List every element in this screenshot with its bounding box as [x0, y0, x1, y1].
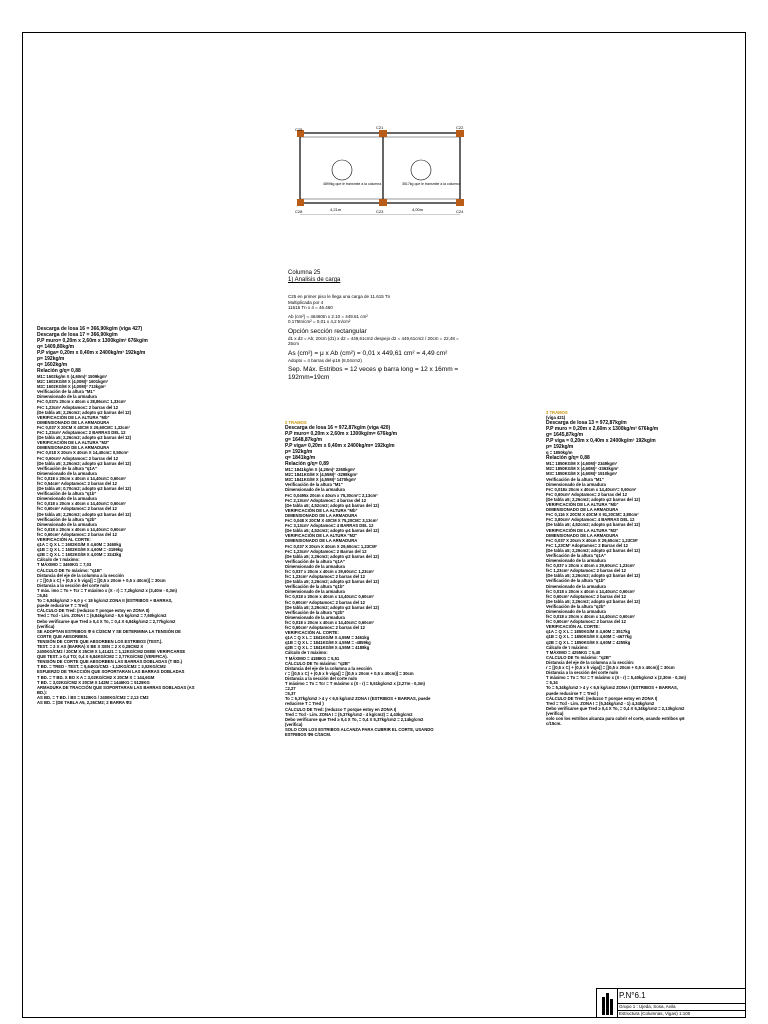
- label-c22: C22: [456, 125, 464, 130]
- calc-line: fe= 0,60cm² Adoptamos= 2 barras del 12: [37, 506, 117, 512]
- calc-line: q1A = Q X L = 1602KG/M X 4,60M = 3460kg: [37, 542, 122, 548]
- calc-line: puede reducirse T = Tred ): [546, 690, 599, 696]
- calc-line: Fe= 1,23cm² Adoptamos= 2 barras del 12: [37, 404, 119, 410]
- calc-line: DIMENSIONADO DE LA ARMADURA: [546, 507, 619, 513]
- label-c21: C21: [376, 125, 384, 130]
- calc-line: Verificación de la altura "M1": [37, 389, 95, 395]
- calc-line: AS BD. = T BD. / BS = 5128KG / 2400KG/CM2 = 2,13 CM2: [37, 694, 149, 700]
- calc-line: Tred = Tcd - Lim. ZONA I = (5,37kg/cm2 - 4 kg/cm2) = 4,43kg/cm2: [285, 711, 413, 717]
- calc-line: Cálculo de τ máximo:: [546, 644, 589, 650]
- calc-line: ARMADURA DE TRACCIÓN QUE SOPORTARAN LAS BARRAS DOBLADAS (AS: [37, 684, 195, 690]
- calc-line: (viga 421): [546, 415, 566, 421]
- note-3: 11615 Tn x 4 = 46.460: [288, 305, 333, 310]
- calc-line: Dimensionado de la armadura: [285, 589, 345, 595]
- calc-line: Verificación de la altura "q1A": [37, 465, 97, 471]
- calc-line: solo con los estribos alcanza para cubrir el corte, usando estribos φ6: [546, 715, 685, 721]
- calc-line: Verificación de la altura "M1": [546, 476, 604, 482]
- calc-line: M3= 1850KG/M X (4,60M)² 1510kgm²: [546, 471, 618, 477]
- calc-line: (De tabla a5; 0,70cm2; adopto φ2 barras del 12): [37, 486, 131, 492]
- calc-line: Fe= 0,048 X 20CM X 40CM X 75,20CM= 3,13cm²: [285, 518, 378, 524]
- left-calc-column: [37, 326, 277, 1011]
- calc-line: Fe= 0,037x 20cm x 40cm x 28,86cm= 1,33cm²: [37, 399, 126, 405]
- calc-line: Distancia del eje de la columna a la sección:: [546, 659, 635, 665]
- calc-line: (De tabla a5; 4,52cm2; adopto φ4 barras del 12): [285, 528, 379, 534]
- sheet-description: Estructura (Columnas, Vigas) 1:100: [619, 1011, 691, 1016]
- calc-line: VERIFICACIÓN DE LA ALTURA "Mb": [37, 414, 110, 420]
- calc-line: M2= 1850KG/M X (4,60M)² -3363kgm²: [546, 466, 619, 472]
- calc-line: TENSIÓN DE CORTE QUE ABSORBEN LOS ESTRIBOS (TEST.).: [37, 638, 163, 644]
- heading-title: Columna 25: [288, 270, 321, 276]
- label-c23: C23: [376, 209, 384, 214]
- calc-line: Debo verificarse que Tred ≥ 0,4 X To, = 0,4 X 6,84kg/cm2 = 2,77kg/cm2: [37, 618, 176, 624]
- calc-line: Fe= 3,13cm² Adoptamos= 4 BARRAS DEL 12: [285, 523, 374, 529]
- calc-line: (verifica): [285, 721, 303, 727]
- label-c28: C28: [295, 209, 303, 214]
- calc-line: CORTE QUE ABSORBEN.: [37, 633, 89, 639]
- calc-line: To = 5,37kg/cm2 > 4 y < 6,5 kg/cm2 ZONA I (ESTRIBOS + BARRAS, puede: [285, 696, 431, 702]
- calc-line: DIMENSIONADO DE LA ARMADURA: [285, 512, 358, 518]
- calc-line: ESTRIBOS Φ6 C/15CM.: [285, 731, 332, 737]
- calc-line: (De tabla a5; 2,26cm2; adopto φ2 barras del 12): [37, 511, 131, 517]
- calc-line: (De tabla a5; 2,26cm2; adopto φ2 barras del 12): [37, 460, 131, 466]
- calc-line: Verificación de la altura "q2b": [546, 603, 606, 609]
- calc-line: Descarga de losa 16 = 972,87kg/m (viga 420): [285, 425, 391, 432]
- calc-line: Verificación de la altura "q1A": [285, 558, 345, 564]
- calc-line: T MÁXIMO = 3460KG = 7,03: [37, 562, 92, 568]
- sheet-group: Grupo 1 : Ujeda, Sosa, Avila: [617, 1003, 745, 1011]
- calc-line: Fe= 0,60cm² Adoptamos= 2 barras del 12: [37, 455, 119, 461]
- calc-line: r = [(0,5 x C) + (0,5 x h viga)] = [(0,5 x 20cm + 0,5 x 40cm)] = 30cm: [285, 670, 414, 676]
- calc-line: q2B = Q X L = 1841KG/M X 4,55M = 4188kg: [285, 645, 370, 651]
- calc-line: =6,84: [37, 593, 48, 599]
- calc-line: M3= 1602KG/M X (4,00M)² 713kgm²: [37, 384, 106, 390]
- calc-line: M3= 1841KG/M X (4,55M)² 1470kgm²: [285, 477, 357, 483]
- calc-line: g= 1645,87kg/m: [546, 432, 584, 439]
- calc-line: q2B = Q X L = 1850KG/M X 4,60M = 4255kg: [546, 639, 631, 645]
- calc-line: = 5,34: [546, 680, 558, 686]
- calc-line: (verifica): [37, 623, 55, 629]
- label-c25: C25: [295, 127, 303, 132]
- calc-line: VERIFICACIÓN AL CORTE:: [37, 537, 91, 542]
- calc-line: Tred = Tcd - Lim. ZONA I = (5,34kg/cm2 - 1) 4,34kg/cm2: [546, 700, 655, 706]
- calc-line: T máximo = To = Tcr = T máximo x (X - r) = 5,40kg/cm2 x (2,30m - 0,3m): [546, 675, 686, 681]
- calc-line: SE ADOPTAN ESTRIBOS Φ 6 C/25CM Y SE DETERMINA LA TENSIÓN DE: [37, 628, 181, 634]
- calc-line: Cálculo de τ máximo:: [285, 650, 328, 656]
- calc-line: DIMENSIONADO DE LA ARMADURA: [546, 532, 619, 538]
- note-2: Multiplicada por 4: [288, 299, 324, 305]
- calc-line: Dimensionado de la armadura: [546, 481, 606, 487]
- calc-line: Relación g/q= 0,88: [546, 455, 590, 462]
- calc-line: fe= 0,60cm² Adoptamos= 2 barras del 12: [285, 625, 365, 630]
- calc-line: Descarga de losa 13 = 972,87kg/m: [546, 420, 627, 427]
- calc-line: QUE TEST. ≥ 0,4 TO; 0,4 X 6,84KG/CM2 = 2,77KG/CM2 (VERIFICA).: [37, 654, 168, 660]
- calc-line: T máx. imo = To + Tcr = T máximo x (X - r) = 7,2kg/cm2 x (3,40m - 0,3m): [37, 587, 177, 593]
- calc-line: fe= 0,60cm² Adoptamos= 2 barras del 12: [285, 599, 365, 605]
- calc-line: BD.):: [37, 689, 48, 695]
- calc-line: CÁLCULO DE To máximo: "q2B": [285, 660, 350, 666]
- calc-line: reducirse T = Tred ): [285, 701, 324, 707]
- calc-line: P.P viga= 0,20m x 0,40m x 2400kg/m= 192kg/m: [285, 443, 395, 450]
- calc-line: TENSIÓN DE CORTE QUE ABSORBEN LAS BARRAS DOBLADAS (T BD.): [37, 659, 183, 665]
- calc-line: VERIFICACIÓN AL CORTE:: [285, 630, 339, 636]
- calc-line: =2,27: [285, 686, 296, 692]
- calc-line: fe= 0,018 x 20cm x 40cm x 14,40cm= 0,60cm²: [37, 501, 126, 507]
- calc-line: P.P muro = 0,20m x 2,60m x 1300kg/m³ 676kg/m: [546, 426, 659, 433]
- calc-line: Verificación de la altura "q1A": [546, 552, 606, 558]
- calc-line: Verificación de la altura "q2b": [37, 516, 97, 522]
- calc-line: fe= 0,018 x 20cm x 40cm x 14,40cm= 0,60cm²: [285, 594, 374, 600]
- calc-line: fe= 0,018 x 20cm x 40cm x 14,40cm= 0,60cm²: [546, 614, 635, 620]
- calc-line: Debo verificarse que Tred ≥ 0,4 X To, = 0,4 X 5,37kg/cm2 = 2,14kg/cm2: [285, 716, 424, 722]
- calc-line: Verificación de la altura "q1b": [37, 491, 97, 497]
- dim-bottom-right: 4,00m: [412, 207, 424, 212]
- calc-line: fe= 0,018 x 20cm x 40cm x 14,40cm= 0,60cm²: [546, 588, 635, 594]
- note-9: Adopto = 4 barras del φ16 (8,04cm2): [288, 357, 362, 363]
- note-7: d1 x d2 = Ab; 20cm (d1) x d2 = 449,61cm2 despejo d2 = 449,61cm2 / 20cm = 22,48 = 25cm: [288, 335, 459, 346]
- calc-line: fe= 0,037 x 20cm x 40cm x 29,60cm= 1,23cm²: [285, 568, 374, 574]
- calc-line: CALCULO DE To máximo: "q2B": [546, 654, 611, 660]
- calc-line: Fe= 1,23CM² Adoptamos= 2 Barras del 12: [546, 542, 628, 548]
- bay-right-note: 3517kg que le transmite a la columna: [402, 182, 461, 186]
- calc-line: Fe= 0,018 X 20cm X 40cm X 14,40cm= 0,50cm²: [37, 450, 129, 456]
- note-4: Ab (cm²) = 46460tn x 2.10 = 449.61 cm²: [288, 313, 368, 319]
- calc-line: VERIFICACIÓN DE LA ALTURA "Mb": [285, 507, 358, 513]
- calc-line: M1= 1850KG/M X (4,60M)² 2349kgm²: [546, 461, 618, 467]
- calc-line: CÁLCULO DE Tred: (reduzco T porque estoy en ZONA I): [285, 706, 397, 712]
- calc-line: fe= 0,60cm² Adoptamos= 2 barras del 12: [546, 619, 626, 625]
- calc-line: r = [(0,5 x C) + (0,5 x h viga)] = [(0,5 x 20cm + 0,5 x 40cm)] = 30cm: [37, 577, 166, 583]
- calc-line: q= 1409,80kg/m: [37, 344, 75, 350]
- calc-line: p= 192kg/m: [37, 356, 65, 362]
- calc-line: T MÁXIMO = 4188KG = 5,51: [285, 655, 340, 661]
- calc-line: Distancia del eje de la columna a la sección: [285, 665, 372, 671]
- calc-line: Dimensionado de la armadura: [37, 394, 97, 400]
- calc-line: (De tabla a5; 4,52cm2; adopto φ4 barras del 12): [546, 522, 640, 528]
- note-6: Opción sección rectangular: [288, 327, 367, 335]
- calc-line: fe= 0,018 x 20cm x 40cm x 14,40cm= 0,60cm²: [285, 619, 374, 625]
- calc-line: Tred = Tcd - Lim. ZONA I = (6,84kg/cm2 - 5,6 kg/cm2 = 7,60kg/cm2: [37, 613, 167, 619]
- sheet-number: P.N°6.1: [617, 989, 745, 1004]
- calc-line: P.P muro= 0,20m x 2,60m x 1300kg/m= 676kg/m: [285, 431, 398, 438]
- calc-line: DIMENSIONADO DE LA ARMADURA: [37, 419, 110, 425]
- calc-line: VERIFICACIÓN DE LA ALTURA "M2": [37, 440, 110, 446]
- calc-line: fe= 0,54cm² Adoptamos= 2 barras del 12: [37, 480, 117, 486]
- calc-line: (De tabla a5; 2,26cm2; adopto φ2 barras del 12): [546, 496, 640, 502]
- calc-line: T BD. = 3,02KG/CM2 X 20CM X 142M = 1446KG = 5128KG: [37, 679, 150, 685]
- calc-line: Verificación de la altura "q1b": [285, 584, 345, 590]
- calc-line: Cálculo de τ máximo:: [37, 557, 80, 563]
- calc-line: fe= 0,60cm² Adoptamos= 2 barras del 12: [546, 593, 626, 599]
- calc-line: (De tabla a5; 2,26cm2; adopto φ2 barras del 12): [546, 598, 640, 604]
- calc-line: fe= 0,018 x 20cm x 40cm x 14,40cm= 0,60cm²: [37, 475, 126, 481]
- column-heading: [288, 270, 458, 284]
- calc-line: puede reducirse T = Tred): [37, 603, 89, 609]
- calc-line: VERIFICACIÓN AL CORTE:: [546, 624, 600, 630]
- calc-line: Relación g/q= 0,88: [37, 368, 81, 374]
- calc-line: q= 1841kg/m: [285, 455, 316, 462]
- calc-line: (De tabla a5; 2,26cm2; adopto φ2 barras del 12): [285, 553, 379, 559]
- calc-line: To = 5,34kg/cm2 > 4 y < 6,5 kg/cm2 ZONA I (ESTRIBOS + BARRAS,: [546, 685, 678, 691]
- calc-line: Fe= 0,037 X 20CM X 40CM X 29,60CM= 1,32cm²: [37, 424, 130, 430]
- calc-line: q1B = Q X L = 1841KG/M X 4,55M = -4859kg: [285, 640, 371, 646]
- calc-line: q2B = Q X L = 1602KG/M X 4,00M = 3243kg: [37, 552, 122, 558]
- calc-line: (De tabla a5; 2,26cm2; adopto φ2 barras del 12): [546, 573, 640, 579]
- calc-line: (De tabla a5; 2,26cm2; adopto φ2 barras del 12): [37, 435, 131, 441]
- calc-line: fe= 0,60cm² Adoptamos= 2 barras del 12: [37, 531, 117, 537]
- label-c24: C24: [456, 209, 464, 214]
- note-10: Sep. Máx. Estribos = 12 veces φ barra long = 12 x 16mm = 192mm=19cm: [288, 366, 459, 381]
- calc-line: g= 1648,87kg/m: [285, 437, 323, 444]
- calc-line: c/15cm.: [546, 721, 562, 727]
- calc-line: Dimensionado de la armadura: [546, 583, 606, 589]
- heading-subtitle: 1) Analisis de carga: [288, 277, 341, 283]
- calc-line: CÁLCULO DE To máximo: "q1B": [37, 567, 102, 573]
- note-5: 0.175tn/cm² = 0,01 x 4,2 tn/cm²: [288, 319, 351, 324]
- calc-line: p= 192kg/m: [546, 444, 574, 451]
- calc-line: M1= 1602kg/m X (4,60m)² 1509kgm²: [37, 374, 108, 379]
- calc-line: q= 1602kg/m: [37, 362, 68, 368]
- calc-line: CÁLCULO DE Tred: (reduzco T porque estoy en ZONA I): [546, 695, 658, 701]
- calc-line: q1A = Q X L = 1850KG/M X 4,60M = 3517kg: [546, 629, 631, 635]
- calc-line: T BD. = T BD. X BO X A = 3,02KG/CM2 X 20CM X = 144,6GM: [37, 674, 155, 680]
- calc-line: 3 TRAMOS: [546, 410, 568, 415]
- calc-line: TEST. = 2 X AS (BARRA) X BE X SEN = 2 X 0,28CM2 X: [37, 643, 144, 649]
- calc-line: Descarga de losa 17 = 366,90kg/m: [37, 332, 118, 338]
- calc-line: Fe= 1,23cm² Adoptamos= 2 Barras del 12: [285, 548, 367, 554]
- calc-line: =5,37: [285, 691, 296, 697]
- calc-line: fe= 1,23cm² Adoptamos= 2 barras del 12: [285, 574, 365, 580]
- calc-line: M1= 1841kg/m X (4,20m)² 2260kgm²: [285, 467, 356, 473]
- bay-left-note: 4899kg que le transmite a la columna: [323, 182, 382, 186]
- calc-line: Fe= 2,13cm² Adoptamos= 4 barras del 12: [285, 497, 367, 503]
- calc-line: Debo verificarse que Tred ≥ 0,4 X To, = 0,4 X 5,34kg/cm2 = 2,13kg/cm2: [546, 705, 685, 711]
- calc-line: Fe= 3,80cm² Adoptamos= 4 BARRAS DEL 12: [546, 517, 635, 523]
- calc-line: Fe= 0,037 X 20cm X 40cm X 29,60cm= 1,23CM²: [546, 537, 638, 543]
- calc-line: P.P viga = 0,20m x 0,40m x 2400kg/m³ 192kg/m: [546, 438, 656, 445]
- calc-line: Dimensionado de la armadura: [285, 487, 345, 493]
- calc-line: (De tabla a5; 2,26cm2; adopto φ2 barras del 12): [37, 409, 131, 415]
- calc-line: r = [(0,5 x C) + (0,5 x h viga)] = [(0,5 x 20cm + 0,5 x 40cm)] = 30cm: [546, 665, 675, 671]
- calc-line: Dimensionado de la armadura: [37, 470, 97, 476]
- calc-line: T BD. = TRED - TEST. = 5,64KG/CM2 - 1,12KG/CM2 = 3,02KG/CM2: [37, 664, 166, 670]
- calc-line: q = 1850kg/m: [546, 450, 573, 456]
- calc-line: P.P muro= 0,20m x 2,60m x 1300kg/m³ 676kg/m: [37, 338, 148, 344]
- calc-line: Dimensionado de la armadura: [546, 609, 606, 614]
- calc-line: Dimensionado de la armadura: [285, 614, 345, 620]
- calc-line: 2400KG/CM2 / 20CM X 25CM X 1,41421 = 1,12KG/CM2 DEBE VERIFICARSE: [37, 649, 186, 655]
- calc-line: (De tabla a5; 4,52cm2; adopto φ4 barras del 12): [285, 502, 379, 508]
- dim-bottom-left: 4,21m: [330, 207, 342, 212]
- calc-line: (De tabla a5; 2,26cm2; adopto φ2 barras del 12): [285, 579, 379, 585]
- calc-line: T MÁXIMO = 4255KG = 5,40: [546, 649, 601, 655]
- building-logo-icon: [597, 989, 618, 1017]
- calc-line: Verificación de la altura "q1b": [546, 578, 606, 584]
- calc-line: CÁLCULO DE Tred: (reduzco T porque estoy en ZONA II): [37, 608, 150, 614]
- calc-line: P.P viga= 0,20m x 0,40m x 2400kg/m³ 192kg/m: [37, 350, 146, 356]
- calc-line: Distancia a la sección del corte nulo: [37, 582, 110, 588]
- calc-line: Fe= 0,037 X 20cm X 40cm X 29,60cm= 1,23CM²: [285, 543, 377, 549]
- calc-line: q1B = Q X L = 1602KG/M X 4,60M = -3199kg: [37, 547, 123, 553]
- calc-line: Dimensionado de la armadura: [285, 563, 345, 569]
- title-block: [596, 988, 746, 1018]
- calc-line: Dimensionado de la armadura: [546, 558, 606, 564]
- calc-line: fe= 0,037 x 20cm x 40cm x 29,60cm= 1,23cm²: [546, 563, 635, 569]
- calc-line: VERIFICACIÓN DE LA ALTURA "M2": [285, 533, 358, 539]
- calc-line: (De tabla a5; 2,26cm2; adopto φ2 barras del 12): [546, 547, 640, 553]
- note-1: C25 en primer piso le llega una carga de 11.615 Tn: [288, 294, 391, 299]
- calc-line: Verificación de la altura "q2b": [285, 609, 345, 615]
- calc-line: q1B = Q X L = 1850KG/M X 4,60M = -4677kg: [546, 634, 632, 640]
- calc-line: Distancia del eje de la columna a la sección: [37, 572, 124, 578]
- calc-line: fe= 1,23cm² Adoptamos= 2 barras del 12: [546, 568, 626, 574]
- calc-line: Descarga de losa 16 = 366,90kg/m (viga 427): [37, 326, 143, 332]
- calc-line: ESFUERZO DE TRACCIÓN QUE SOPORTARAN LAS BARRAS DOBLADAS: [37, 669, 185, 675]
- calc-line: Fe= 0,116 X 20CM X 40CM X 91,20CM= 3,80cm²: [546, 512, 639, 518]
- calc-line: VERIFICACIÓN DE LA ALTURA "M2": [546, 527, 619, 533]
- calc-line: p= 192kg/m: [285, 449, 313, 456]
- right-calc-column: [546, 410, 736, 928]
- calc-line: DIMENSIONADO DE LA ARMADURA: [285, 538, 358, 544]
- calc-line: Fe= 0,0495x 20cm x 40cm x 75,30cm²= 2,13cm²: [285, 492, 378, 498]
- calc-line: AS BD. = (DE TABLA A5, 2,26CM2; 2 BARRA Φ2: [37, 700, 132, 705]
- calc-line: To = 6,84kg/cm2 > 6,0 y < 18 kg/cm2 ZONA II (ESTRIBOS + BARRAS,: [37, 598, 173, 604]
- calc-line: q1A = Q X L = 1841KG/M X 4,55M = 3461kg: [285, 635, 370, 641]
- calc-line: (verifica): [546, 710, 564, 716]
- calc-line: M2= 1602KG/M X (4,00M)² 1601kgm²: [37, 379, 109, 385]
- calc-line: Fe= 0,018x 20cm x 40cm x 14,40cm²= 0,60cm²: [546, 486, 637, 492]
- floor-plan: [290, 125, 470, 215]
- calc-line: Relación g/q= 0,89: [285, 461, 329, 468]
- calc-line: 2 TRAMOS: [285, 420, 307, 425]
- calc-line: fe= 0,018 x 20cm x 40cm x 14,40cm= 0,60cm²: [37, 526, 126, 532]
- calc-line: Fe= 0,60cm² Adoptamos= 2 barras del 12: [546, 491, 628, 497]
- calc-line: SOLO CON LOS ESTRIBOS ALCANZA PARA CUBRIR EL CORTE, USANDO: [285, 726, 434, 732]
- calc-line: (De tabla a5; 2,26cm2; adopto φ2 barras del 12): [285, 604, 379, 610]
- load-analysis-notes: [288, 294, 468, 382]
- calc-line: Distancia a la sección del corte nulo: [546, 670, 619, 676]
- calc-line: M2= 1841KG/M X (4,55M)² -3298kgm²: [285, 472, 358, 478]
- calc-line: Dimensionado de la armadura: [37, 496, 97, 502]
- calc-line: T máximo = To = Tcr = T máximo x (X - r) = 5,51kg/cm2 x (2,27m - 0,3m): [285, 681, 425, 687]
- calc-line: Dimensionado de la armadura: [37, 521, 97, 527]
- note-8: As (cm²) = μ x Ab (cm²) = 0,01 x 449,61 cm² = 4,49 cm²: [288, 349, 448, 357]
- calc-line: DIMENSIONADO DE LA ARMADURA: [37, 445, 110, 451]
- calc-line: VERIFICACIÓN DE LA ALTURA "Mb": [546, 502, 619, 508]
- calc-line: Fe= 1,23cm² Adoptamos= 2 BARRAS DEL 12: [37, 430, 126, 436]
- mid-calc-column: [285, 420, 530, 925]
- calc-line: Distancia a la sección del corte nulo: [285, 675, 358, 681]
- calc-line: Verificación de la altura "M1": [285, 482, 343, 488]
